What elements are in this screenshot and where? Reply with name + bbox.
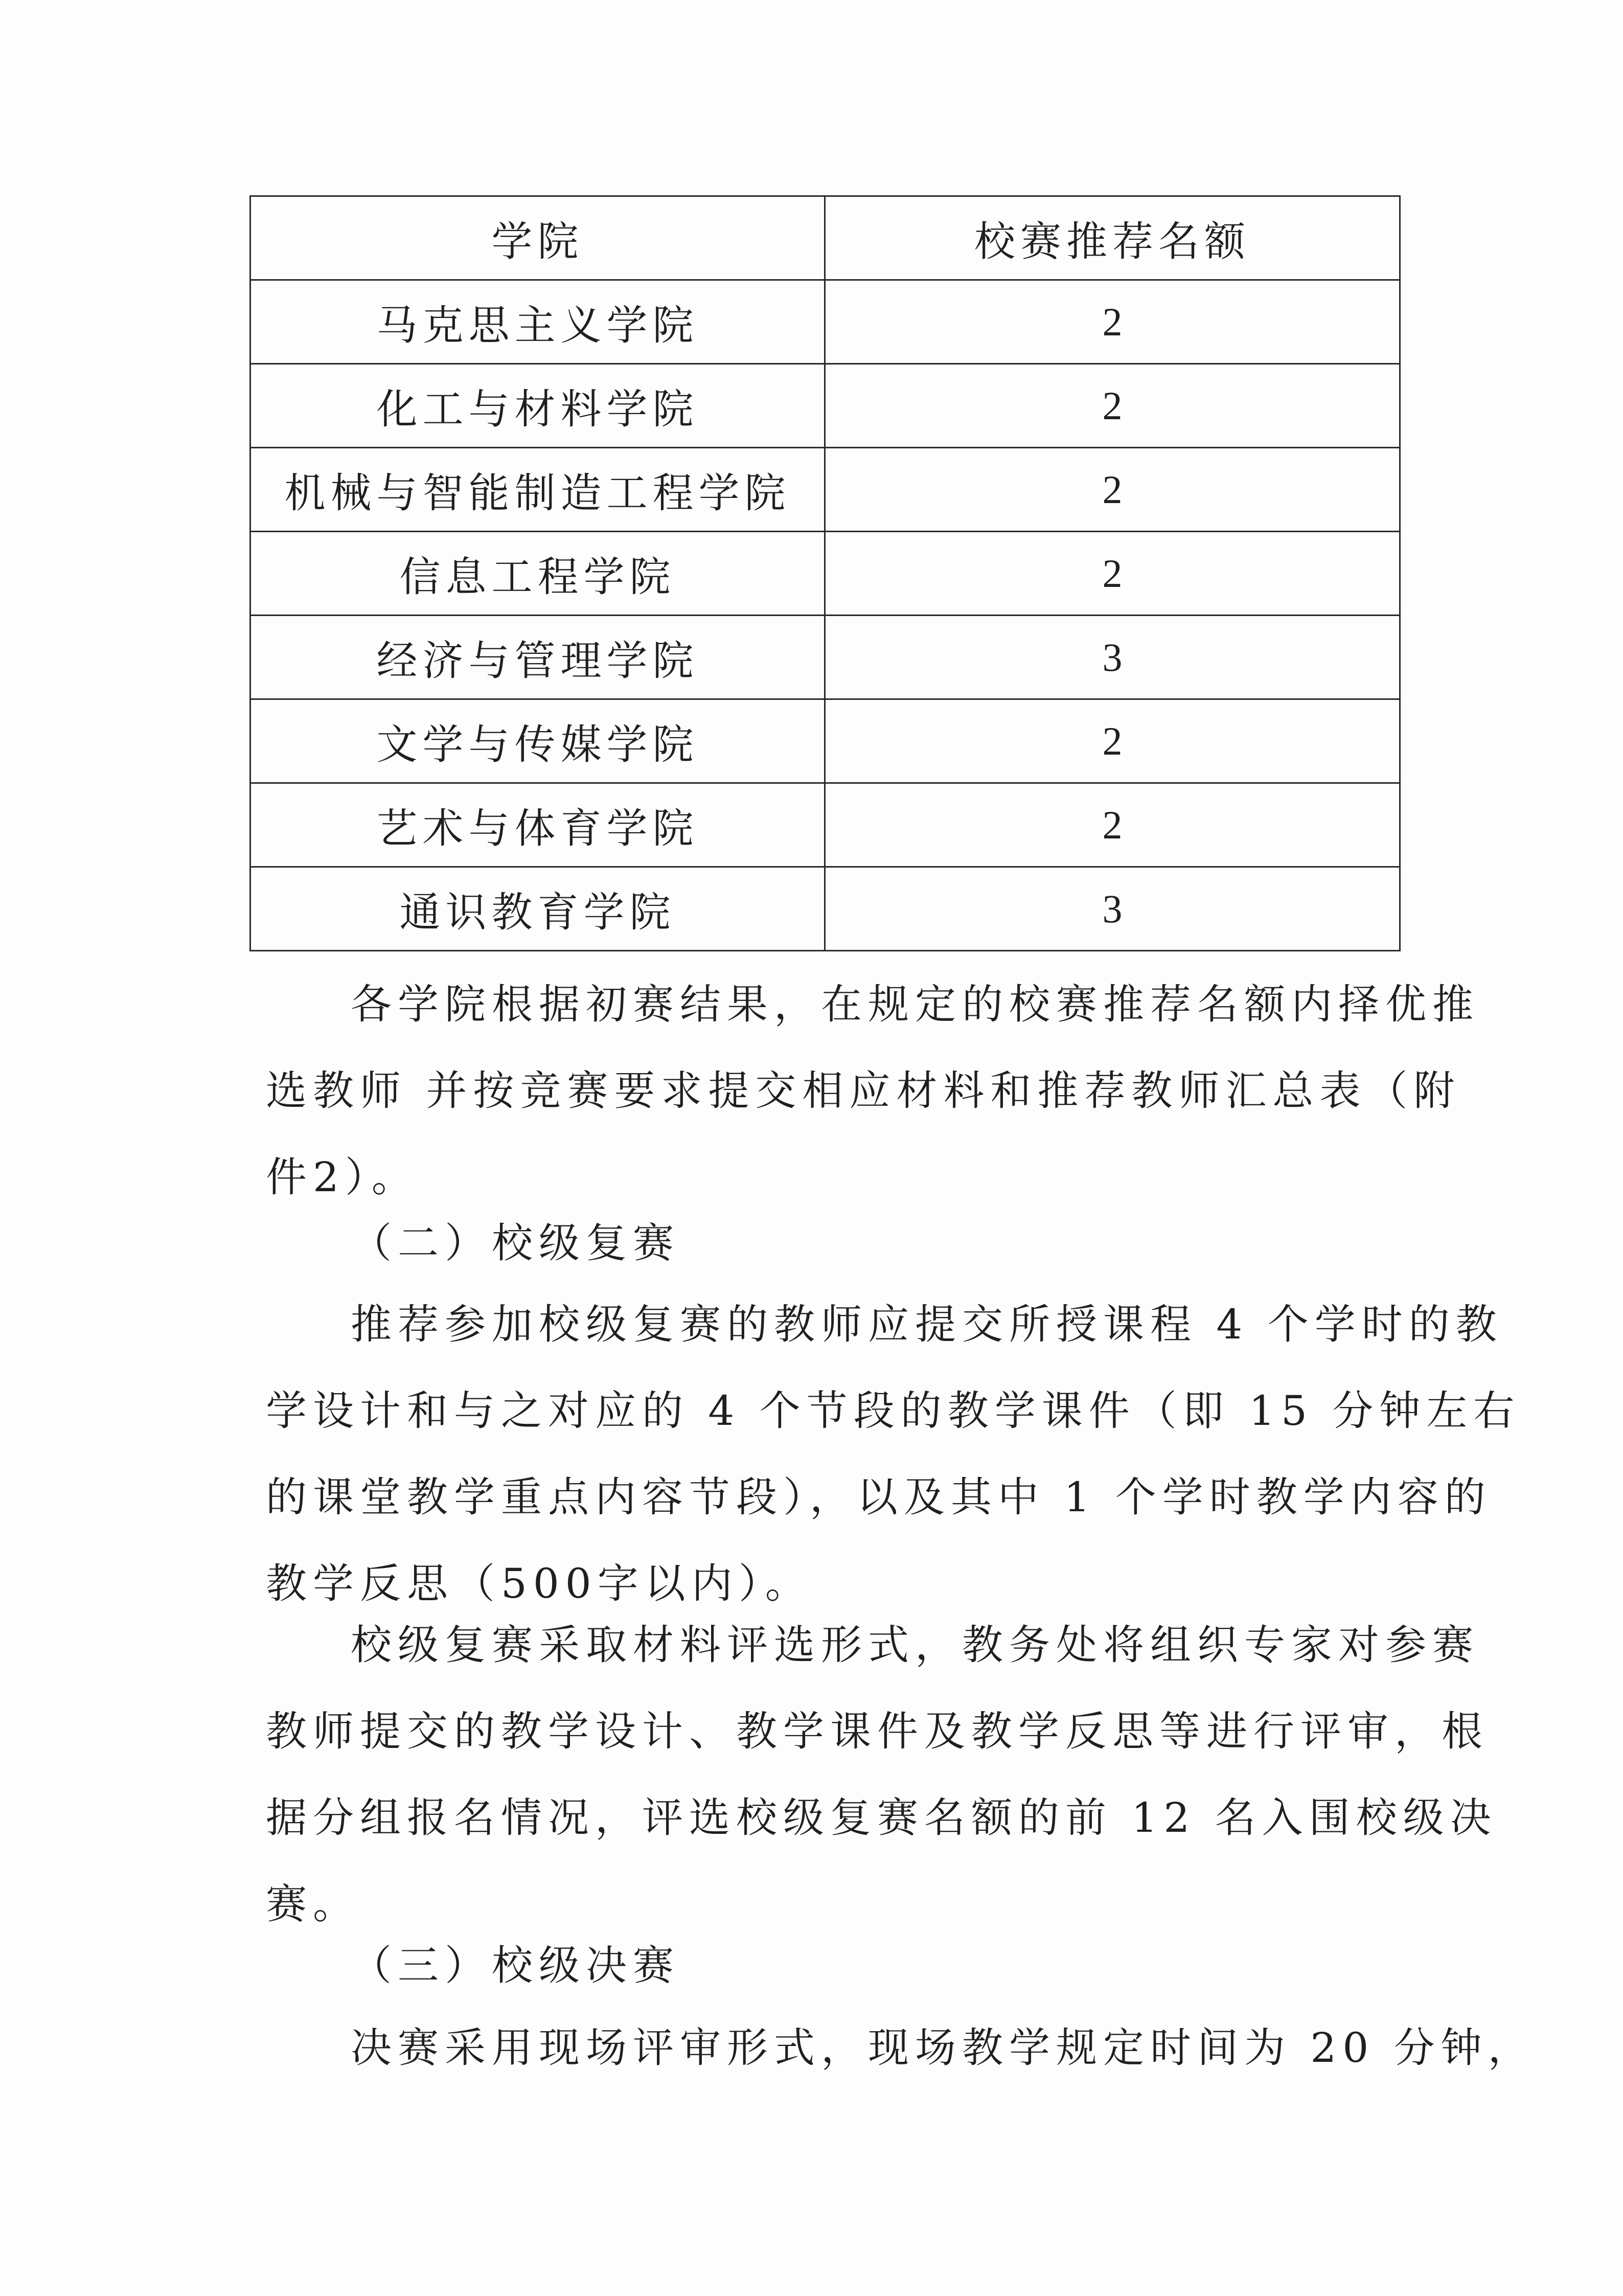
paragraph-line: 据分组报名情况，评选校级复赛名额的前 12 名入围校级决	[266, 1794, 1497, 1842]
table-row	[250, 532, 1400, 616]
college-name: 机械与智能制造工程学院	[250, 448, 825, 532]
quota-value: 2	[825, 699, 1400, 783]
semifinal-materials-paragraph	[266, 1281, 1521, 1627]
college-name: 文学与传媒学院	[250, 699, 825, 783]
paragraph-line: 选教师 并按竞赛要求提交相应材料和推荐教师汇总表（附	[266, 1067, 1461, 1115]
table-row	[250, 280, 1400, 364]
recommendation-paragraph	[266, 961, 1479, 1220]
quota-value: 2	[825, 448, 1400, 532]
paragraph-line: 的课堂教学重点内容节段），以及其中 1 个学时教学内容的	[266, 1473, 1492, 1521]
section-heading-semifinal: （二）校级复赛	[351, 1219, 680, 1267]
college-name: 信息工程学院	[250, 532, 825, 616]
table-row	[250, 616, 1400, 699]
quota-value: 2	[825, 783, 1400, 867]
college-name: 经济与管理学院	[250, 616, 825, 699]
paragraph-line: 教师提交的教学设计、教学课件及教学反思等进行评审，根	[266, 1708, 1489, 1755]
paragraph-line: 校级复赛采取材料评选形式，教务处将组织专家对参赛	[351, 1621, 1479, 1669]
table-header-row	[250, 196, 1400, 280]
final-format-paragraph	[266, 2005, 1535, 2091]
semifinal-review-paragraph	[266, 1602, 1497, 1947]
paragraph-line: 学设计和与之对应的 4 个节段的教学课件（即 15 分钟左右	[266, 1387, 1521, 1435]
quota-table	[249, 195, 1401, 951]
paragraph-line: 赛。	[266, 1880, 360, 1928]
paragraph-line: 教学反思（500字以内）。	[266, 1560, 812, 1607]
paragraph-line: 推荐参加校级复赛的教师应提交所授课程 4 个学时的教	[351, 1301, 1503, 1348]
quota-value: 2	[825, 364, 1400, 448]
header-quota: 校赛推荐名额	[825, 196, 1400, 280]
paragraph-line: 决赛采用现场评审形式，现场教学规定时间为 20 分钟，	[351, 2024, 1535, 2072]
quota-value: 3	[825, 616, 1400, 699]
paragraph-line: 件2）。	[266, 1153, 419, 1201]
table-row	[250, 783, 1400, 867]
table-row	[250, 448, 1400, 532]
quota-value: 2	[825, 532, 1400, 616]
quota-value: 2	[825, 280, 1400, 364]
college-name: 马克思主义学院	[250, 280, 825, 364]
quota-value: 3	[825, 867, 1400, 951]
section-heading-final: （三）校级决赛	[351, 1942, 680, 1989]
college-name: 化工与材料学院	[250, 364, 825, 448]
paragraph-line: 各学院根据初赛结果，在规定的校赛推荐名额内择优推	[351, 981, 1479, 1028]
table-row	[250, 699, 1400, 783]
table-row	[250, 867, 1400, 951]
table-row	[250, 364, 1400, 448]
college-name: 通识教育学院	[250, 867, 825, 951]
college-name: 艺术与体育学院	[250, 783, 825, 867]
header-college: 学院	[250, 196, 825, 280]
